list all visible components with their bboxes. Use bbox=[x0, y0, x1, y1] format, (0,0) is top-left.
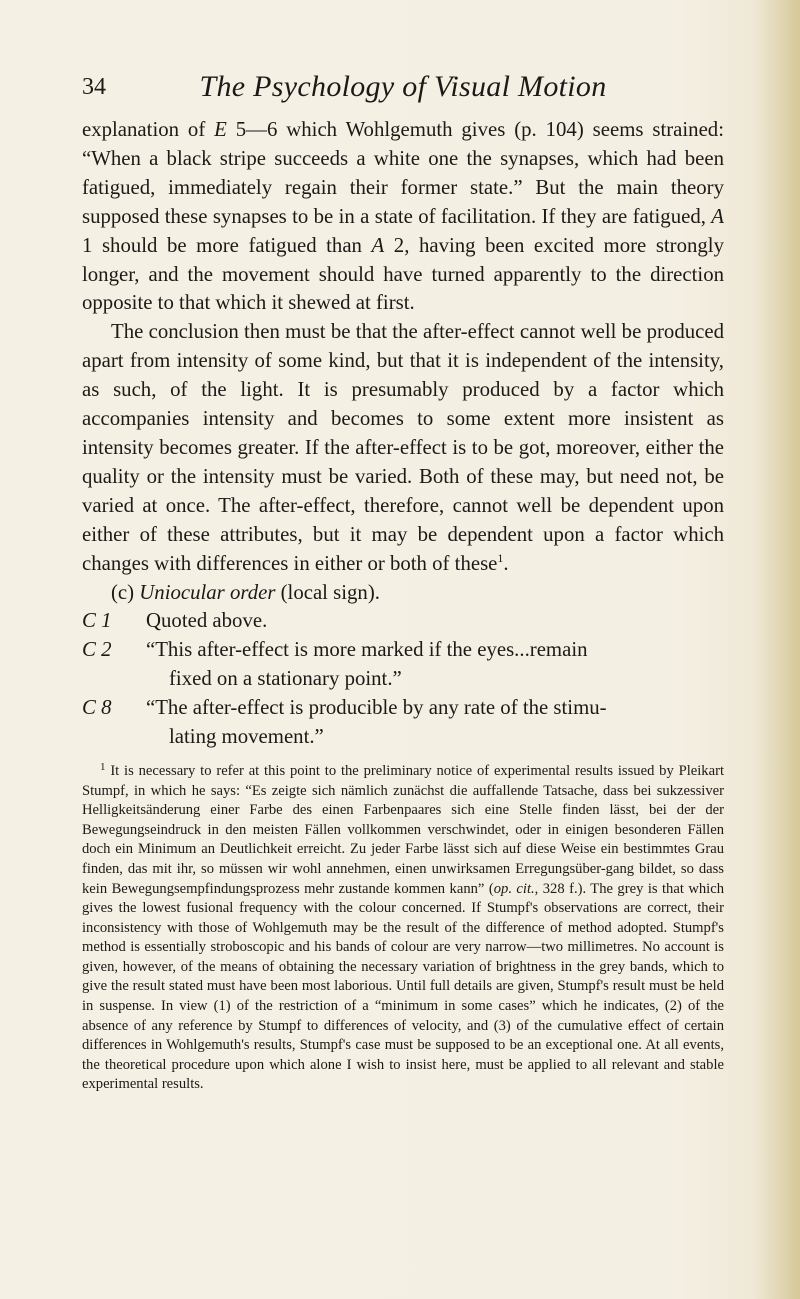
footnote-text-a: It is necessary to refer at this point to the preliminary notice of experimental results issued by Pleikart Stumpf, in which he says: “Es zeigte sich nämlich zunächst die auffallende Tatsache, dass bei sukzessiver Helligkeitsänderung einer Farbe des einen Farbenpaares sich eine Stelle finden lässt, bei der der Bewegungseindruck in den meisten Fällen vollkommen verschwindet, oder in einigen besonderen Fällen doch ein Minimum an Deutlichkeit erreicht. Zu jeder Farbe lässt sich auf diese Weise ein bestimmtes Grau finden, das mit ihr, so müssen wir wohl annehmen, einen unwirksamen Erregungsüber-gang bildet, so dass kein Bewegungsempfindungsprozess mehr zustande kommen kann” ( bbox=[82, 762, 724, 897]
text-block bbox=[82, 116, 724, 1110]
variable-a2: A bbox=[371, 233, 385, 257]
paragraph-2 bbox=[82, 318, 724, 578]
paragraph-1 bbox=[82, 116, 724, 318]
section-title: Uniocular order bbox=[139, 580, 276, 604]
paragraph-1-text-c: 1 should be more fatigued than bbox=[82, 233, 372, 257]
item-text-line: “The after-effect is producible by any rate of the stimu- bbox=[146, 696, 607, 720]
item-text bbox=[127, 607, 724, 636]
variable-a1: A bbox=[711, 204, 724, 228]
page-edge-shadow bbox=[752, 0, 800, 1299]
list-item bbox=[82, 694, 724, 752]
item-text-continuation: lating movement.” bbox=[169, 725, 324, 749]
footnote-reference[interactable]: 1 bbox=[497, 550, 504, 565]
footnote-text-b: , 328 f.). The grey is that which gives the lowest fusional frequency with the colour concerned. If Stumpf's observations are correct, their inconsistency with those of Wohlgemuth may be the result of the difference of method adopted. Stumpf's method is essentially stroboscopic and his bands of colour are very narrow—two millimetres. No account is given, however, of the means of obtaining the necessary variation of brightness in the grey bands, which to give the result stated must have been most laborious. Until full details are given, Stumpf's result must be held in suspense. In view (1) of the restriction of a “minimum in some cases” which he indicates, (2) of the absence of any reference by Stumpf to differences of velocity, and (3) of the cumulative effect of certain differences in Wohlgemuth's results, Stumpf's case must be supposed to be an exceptional one. At all events, the theoretical procedure upon which alone I wish to insist here, must be applied to all relevant and stable experimental results. bbox=[82, 880, 724, 1093]
list-item bbox=[82, 607, 724, 636]
running-title: The Psychology of Visual Motion bbox=[199, 70, 607, 103]
list-item bbox=[82, 636, 724, 694]
item-label: C 1 bbox=[82, 609, 112, 633]
section-note: (local sign). bbox=[275, 580, 380, 604]
footnote-mark: 1 bbox=[100, 760, 106, 773]
footnote bbox=[82, 758, 724, 1095]
section-heading bbox=[82, 579, 724, 608]
item-text bbox=[127, 636, 724, 694]
page-number: 34 bbox=[82, 74, 106, 100]
paragraph-2-end: . bbox=[503, 551, 509, 575]
footnote-citation: op. cit. bbox=[493, 880, 535, 897]
paragraph-1-text-b: 5—6 which Wohlgemuth gives (p. 104) seems strained: “When a black stripe succeeds a white one the synapses, which had been fatigued, immediately regain their former state.” But the main theory supposed these synapses to be in a state of facilitation. If they are fatigued, bbox=[82, 118, 724, 228]
item-label: C 8 bbox=[82, 696, 112, 720]
item-label: C 2 bbox=[82, 638, 112, 662]
item-text bbox=[127, 694, 724, 752]
paragraph-2-text: The conclusion then must be that the after-effect cannot well be produced apart from intensity of some kind, but that it is independent of the intensity, as such, of the light. It is presumably produced by a factor which accompanies intensity and becomes to some extent more insistent as intensity becomes greater. If the after-effect is to be got, moreover, either the quality or the intensity must be varied. Both of these may, but need not, be varied at once. The after-effect, therefore, cannot well be dependent upon either of these attributes, but it may be dependent upon a factor which changes with differences in either or both of these bbox=[82, 320, 724, 575]
section-label: (c) bbox=[111, 580, 140, 604]
page-header bbox=[82, 70, 724, 110]
item-text-line: Quoted above. bbox=[146, 609, 268, 633]
paragraph-1-text-a: explanation of bbox=[82, 118, 215, 141]
item-text-line: “This after-effect is more marked if the eyes...remain bbox=[146, 638, 588, 662]
variable-e: E bbox=[214, 118, 227, 141]
item-text-continuation: fixed on a stationary point.” bbox=[169, 667, 402, 691]
paragraph-1-text-d: 2, having been excited more strongly longer, and the movement should have turned apparently to the direction opposite to that which it shewed at first. bbox=[82, 233, 724, 315]
